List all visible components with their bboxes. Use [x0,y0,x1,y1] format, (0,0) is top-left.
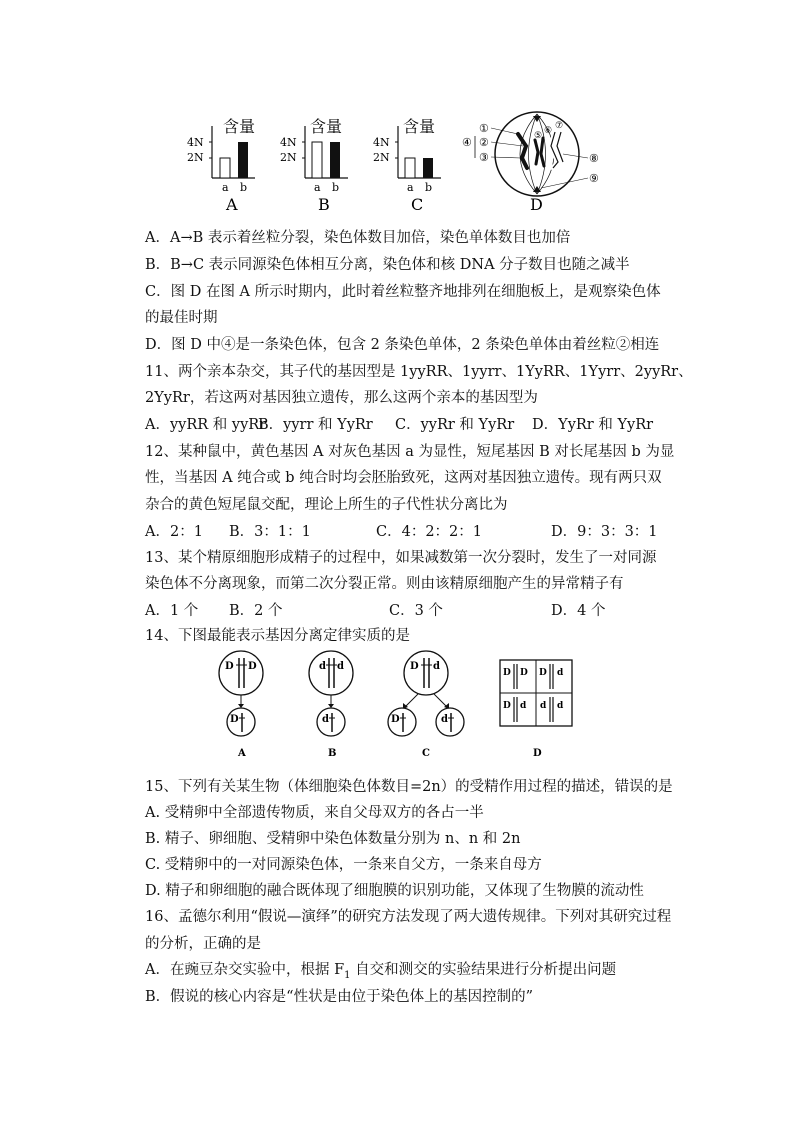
panel-a-tick-4n: 4N [187,136,204,149]
panel-a-bar-b [238,142,248,178]
q11-option-a: A．yyRR 和 yyRr [145,417,267,433]
panel-c-x-a: a [407,181,414,194]
panel-c-label: C [411,195,424,214]
q12-option-c: C．4：2：2：1 [376,524,482,540]
q16-option-a-sub: 1 [344,969,351,981]
q12-stem-2: 性，当基因 A 纯合或 b 纯合时均会胚胎致死，这两对基因独立遗传。现有两只双 [145,470,662,486]
q16-option-a-pre: A．在豌豆杂交实验中，根据 F [145,962,345,978]
q14-c-gene-left: D [410,661,419,672]
q14-d-cell2-left: D [539,668,547,678]
q14-label-a: A [238,748,246,759]
q16-stem-1: 16、孟德尔利用“假说—演绎”的研究方法发现了两大遗传规律。下列对其研究过程 [145,909,672,925]
panel-a [187,117,255,214]
panel-a-x-a: a [222,181,229,194]
q11-stem-1: 11、两个亲本杂交，其子代的基因型是 1yyRR、1yyrr、1YyRR、1Yyrr、2yyRr、 [145,364,693,380]
q14-a-gene-right: D [248,661,257,672]
q12-option-d: D．9：3：3：1 [551,524,658,540]
q14-label-d: D [533,748,542,759]
q14-a-gene-left: D [225,661,234,672]
q10-option-b: B．B→C 表示同源染色体相互分离，染色体和核 DNA 分子数目也随之减半 [145,257,630,273]
q14-fig-b [309,651,353,759]
q12-stem-1: 12、某种鼠中，黄色基因 A 对灰色基因 a 为显性，短尾基因 B 对长尾基因 b 为显 [145,444,675,460]
q14-fig-a [219,651,263,759]
panel-c-x-b: b [425,181,433,194]
cell-mark-3: ③ [479,151,489,164]
panel-b-tick-4n: 4N [280,136,297,149]
panel-a-label: A [226,195,238,214]
panel-a-ylabel: 含量 [223,117,256,136]
q14-b-gene-left: d [319,661,326,672]
panel-b-ylabel: 含量 [310,117,343,136]
panel-c-bar-b [423,158,433,178]
q13-options [145,599,605,620]
q14-d-cell2-right: d [557,668,564,678]
q14-fig-c [388,651,464,759]
q14-fig-d [500,660,572,759]
panel-c-bar-a [405,158,415,178]
q13-option-a: A．1 个 [145,603,199,619]
q12-options [145,520,658,541]
panel-b-x-b: b [332,181,340,194]
q10-option-a: A．A→B 表示着丝粒分裂，染色体数目加倍，染色单体数目也加倍 [145,230,571,246]
cell-mark-4: ④ [462,136,472,149]
cell-mark-1: ① [479,122,489,135]
q13-option-b: B．2 个 [229,603,283,619]
cell-mark-7: ⑦ [555,121,564,131]
q13-option-c: C．3 个 [389,603,443,619]
q10-option-c: C．图 D 在图 A 所示时期内，此时着丝粒整齐地排列在细胞板上，是观察染色体 [145,284,661,300]
q14-d-cell4-left: d [540,701,547,711]
q14-d-cell1-left: D [503,668,511,678]
panel-c [373,117,441,214]
panel-b-bar-b [330,142,340,178]
q14-d-cell3-right: d [520,701,527,711]
q14-label-b: B [328,748,337,759]
q10-option-c-cont: 的最佳时期 [145,310,218,326]
q15-option-a: A. 受精卵中全部遗传物质，来自父母双方的各占一半 [145,805,484,821]
panel-d-label: D [530,195,543,214]
q14-d-cell4-right: d [557,701,564,711]
q14-c-gene-child-left: D [391,714,400,725]
q14-stem: 14、下图最能表示基因分离定律实质的是 [145,628,410,644]
panel-b-tick-2n: 2N [280,151,297,164]
panel-c-ylabel: 含量 [403,117,436,136]
q10-option-d: D．图 D 中④是一条染色体，包含 2 条染色单体，2 条染色单体由着丝粒②相连 [145,337,660,353]
q11-stem-2: 2YyRr，若这两对基因独立遗传，那么这两个亲本的基因型为 [145,390,538,406]
q16-option-a [145,958,616,981]
q14-a-gene-child: D [230,714,239,725]
q14-d-cell1-right: D [520,668,528,678]
q11-options [145,413,653,434]
panel-a-tick-2n: 2N [187,151,204,164]
panel-b-x-a: a [314,181,321,194]
cell-mark-9: ⑨ [589,172,599,185]
panel-b-label: B [318,195,330,214]
q13-option-d: D．4 个 [551,603,606,619]
cell-mark-2: ② [479,136,489,149]
q15-option-d: D. 精子和卵细胞的融合既体现了细胞膜的识别功能，又体现了生物膜的流动性 [145,883,644,899]
q14-b-gene-right: d [337,661,344,672]
q15-stem: 15、下列有关某生物（体细胞染色体数目=2n）的受精作用过程的描述，错误的是 [145,779,673,795]
panel-c-tick-2n: 2N [373,151,390,164]
cell-mark-8: ⑧ [589,152,599,165]
top-figure [185,108,625,216]
cell-mark-5: ⑤ [534,131,543,141]
q14-d-cell3-left: D [503,701,511,711]
panel-b [280,117,348,214]
q11-option-b: B．yyrr 和 YyRr [258,417,373,433]
q14-b-gene-child: d [322,714,329,725]
q15-option-c: C. 受精卵中的一对同源染色体，一条来自父方，一条来自母方 [145,857,542,873]
q16-option-b: B．假说的核心内容是“性状是由位于染色体上的基因控制的” [145,989,533,1005]
q14-c-gene-right: d [433,661,440,672]
q13-stem-2: 染色体不分离现象，而第二次分裂正常。则由该精原细胞产生的异常精子有 [145,576,624,592]
q14-c-gene-child-right: d [441,714,448,725]
q12-option-b: B．3：1：1 [229,524,311,540]
cell-mark-6: ⑥ [544,126,553,136]
q13-stem-1: 13、某个精原细胞形成精子的过程中，如果减数第一次分裂时，发生了一对同源 [145,550,657,566]
panel-b-bar-a [312,142,322,178]
q14-figure [210,650,580,762]
q11-option-d: D．YyRr 和 YyRr [532,417,654,433]
q12-stem-3: 杂合的黄色短尾鼠交配，理论上所生的子代性状分离比为 [145,497,508,513]
panel-a-bar-a [220,158,230,178]
q12-option-a: A．2：1 [145,524,203,540]
panel-c-tick-4n: 4N [373,136,390,149]
q16-option-a-post: 自交和测交的实验结果进行分析提出问题 [350,962,617,978]
q11-option-c: C．yyRr 和 YyRr [395,417,515,433]
panel-d-cell [462,112,599,214]
q16-stem-2: 的分析，正确的是 [145,936,261,952]
q14-label-c: C [422,748,430,759]
q15-option-b: B. 精子、卵细胞、受精卵中染色体数量分别为 n、n 和 2n [145,831,521,847]
panel-a-x-b: b [240,181,248,194]
